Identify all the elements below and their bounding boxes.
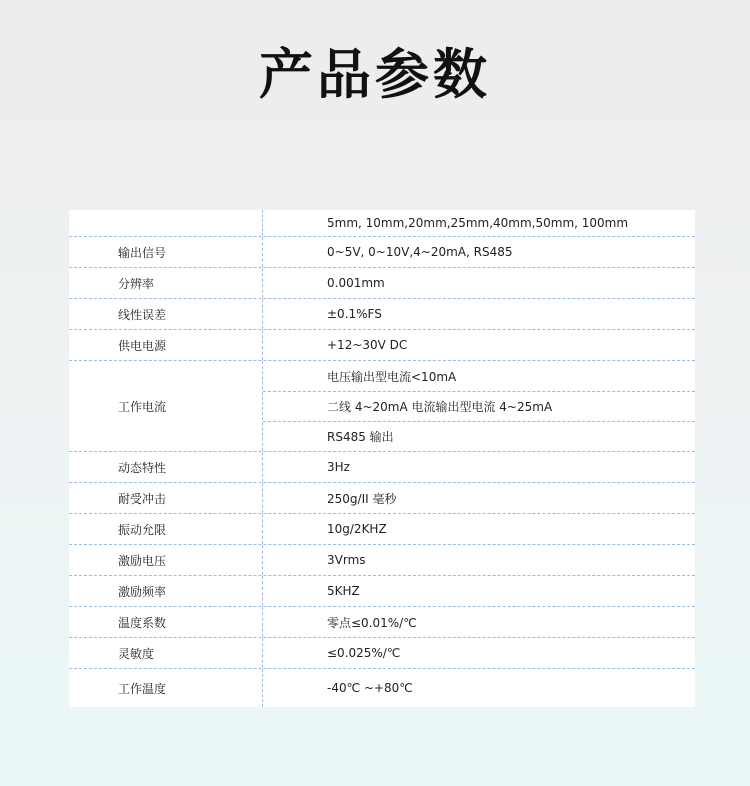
table-row — [69, 576, 695, 607]
spec-values — [263, 268, 695, 298]
spec-label: 振动允限 — [69, 514, 263, 544]
spec-value: 零点≤0.01%/℃ — [327, 615, 417, 630]
spec-values — [263, 210, 695, 236]
spec-values — [263, 514, 695, 544]
spec-value: 5mm, 10mm,20mm,25mm,40mm,50mm, 100mm — [327, 216, 629, 230]
table-row — [69, 330, 695, 361]
table-row — [69, 545, 695, 576]
spec-label — [69, 210, 263, 236]
spec-label: 温度系数 — [69, 607, 263, 637]
spec-value: 0.001mm — [327, 276, 385, 290]
spec-values — [263, 483, 695, 513]
spec-label: 分辨率 — [69, 268, 263, 298]
spec-values — [263, 607, 695, 637]
spec-label: 激励频率 — [69, 576, 263, 606]
spec-label: 工作温度 — [69, 669, 263, 707]
table-row — [69, 361, 695, 452]
spec-value: 10g/2KHZ — [327, 522, 387, 536]
spec-label: 输出信号 — [69, 237, 263, 267]
spec-values — [263, 638, 695, 668]
spec-value: 0~5V, 0~10V,4~20mA, RS485 — [327, 245, 513, 259]
spec-label: 动态特性 — [69, 452, 263, 482]
spec-value: ≤0.025%/℃ — [327, 646, 401, 660]
table-row — [69, 237, 695, 268]
spec-label: 耐受冲击 — [69, 483, 263, 513]
spec-label: 供电电源 — [69, 330, 263, 360]
spec-label: 灵敏度 — [69, 638, 263, 668]
spec-values — [263, 361, 695, 451]
spec-label: 线性误差 — [69, 299, 263, 329]
table-row — [69, 268, 695, 299]
spec-value: 250g/II 毫秒 — [327, 491, 397, 506]
spec-values — [263, 330, 695, 360]
spec-value: 5KHZ — [327, 584, 360, 598]
table-row — [69, 607, 695, 638]
spec-values — [263, 299, 695, 329]
spec-label: 工作电流 — [69, 361, 263, 451]
page-title: 产品参数 — [259, 43, 491, 106]
spec-label: 激励电压 — [69, 545, 263, 575]
table-row — [69, 483, 695, 514]
spec-values — [263, 669, 695, 707]
spec-values — [263, 545, 695, 575]
table-row — [69, 514, 695, 545]
table-row — [69, 638, 695, 669]
spec-values — [263, 452, 695, 482]
table-row — [69, 299, 695, 330]
table-row — [69, 210, 695, 237]
spec-value: ±0.1%FS — [327, 307, 382, 321]
spec-value: -40℃ ~+80℃ — [327, 681, 413, 695]
table-row — [69, 669, 695, 707]
spec-value: 二线 4~20mA 电流输出型电流 4~25mA — [263, 391, 695, 421]
spec-values — [263, 237, 695, 267]
spec-value: RS485 输出 — [263, 421, 695, 451]
spec-value: 3Vrms — [327, 553, 366, 567]
table-row — [69, 452, 695, 483]
spec-value: 电压输出型电流<10mA — [327, 369, 457, 384]
spec-value: 3Hz — [327, 460, 350, 474]
spec-value: +12~30V DC — [327, 338, 408, 352]
spec-table — [69, 210, 695, 707]
spec-values — [263, 576, 695, 606]
